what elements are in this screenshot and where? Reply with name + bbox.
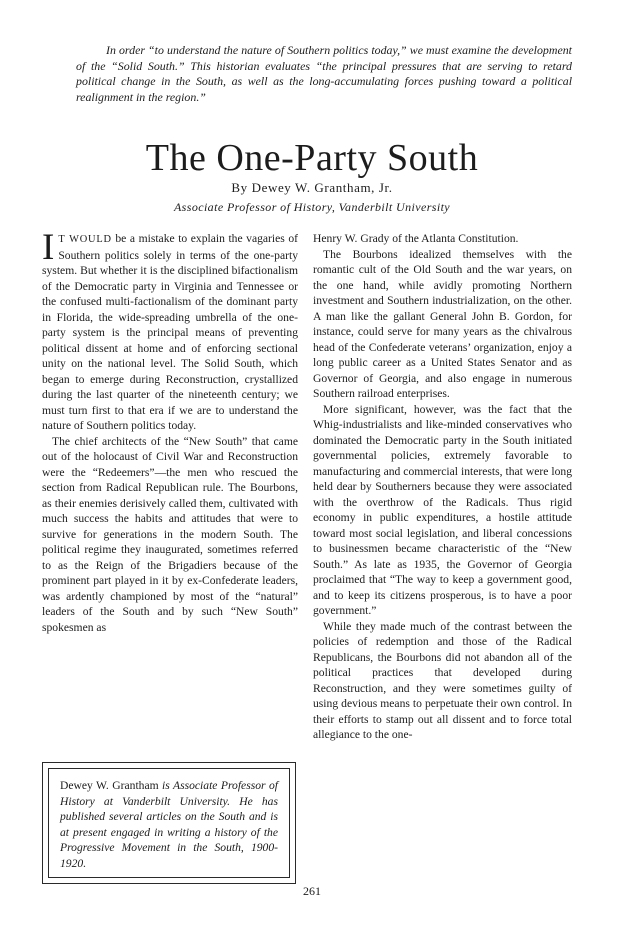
author-bio-name: Dewey W. Grantham [60, 779, 159, 792]
author-bio-box [42, 762, 296, 884]
lead-smallcaps: T WOULD [58, 234, 112, 245]
left-paragraph-2: The chief architects of the “New South” that came out of the holocaust of Civil War and Reconstruction were the “Redeemers”—the men who rescued the section from Radical Republican rule. The Bourbons, as their enemies derisively called them, cultivated with much success the habits and attitudes that were to survive for generations in the modern South. The political regime they inaugurated, sometimes referred to as the Reign of the Brigadiers because of the prominent part played in it by ex-Confederate leaders, was ardently championed by most of the “natural” leaders of the South and by such “New South” spokesmen as [42, 434, 298, 634]
intro-paragraph: In order “to understand the nature of Southern politics today,” we must examine the development of the “Solid South.” This historian evaluates “the principal pressures that are serving to retard political change in the South, as well as the long-accumulating forces pushing toward a political realignment in the region.” [76, 43, 572, 104]
right-paragraph-3: While they made much of the contrast between the policies of redemption and those of the Radical Republicans, the Bourbons did not abandon all of the political practices that developed during Reconstruction, and they were sometimes guilty of using devious means to perpetuate their own control. In their efforts to stamp out all dissent and to force total allegiance to the one- [313, 619, 572, 741]
author-bio-text: is Associate Professor of History at Vanderbilt University. He has published several articles on the South and is at present engaged in writing a history of the Progressive Movement in the South, 1900-1920. [60, 779, 278, 870]
article-title: The One-Party South [145, 137, 479, 179]
right-column [313, 231, 572, 743]
left-column [42, 227, 298, 635]
left-paragraph-1-text: be a mistake to explain the vagaries of Southern politics solely in terms of the one-party system. But whether it is the disciplined bifactionalism of the Democratic party in Virginia and Tennessee or the confused multi-factionalism of the dominant party in Florida, the wide-spreading umbrella of the one-party system is the principal means of preventing political dissent at home and of enforcing sectional unity on the national level. The Solid South, which began to emerge during Reconstruction, crystallized during the last quarter of the nineteenth century; we must turn first to that era if we are to understand the nature of Southern politics today. [42, 232, 298, 432]
left-paragraph-1 [42, 227, 298, 434]
drop-cap: I [42, 227, 55, 268]
author-bio-inner [48, 768, 290, 878]
author-affiliation: Associate Professor of History, Vanderbilt University [173, 200, 451, 214]
right-paragraph-2: More significant, however, was the fact that the Whig-industrialists and like-minded conservatives who dominated the Democratic party in the South initiated governmental policies, extremely favorable to manufacturing and commercial interests, that were long held dear by Southerners because they were associated with the overthrow of the Radicals. Thus rigid economy in public expenditures, a hostile attitude toward most social legislation, and liberal concessions to businessmen became characteristic of the “New South.” As late as 1935, the Governor of Georgia proclaimed that “The way to keep a government good, and to keep its citizens prosperous, is to have a poor government.” [313, 402, 572, 617]
page-number: 261 [303, 884, 321, 898]
byline: By Dewey W. Grantham, Jr. [231, 180, 393, 195]
right-paragraph-0: Henry W. Grady of the Atlanta Constitution. [313, 232, 519, 245]
right-paragraph-1: The Bourbons idealized themselves with the romantic cult of the Old South and the war years, on the one hand, while avidly promoting Northern investment and Southern industrialization, on the other. A man like the gallant General John B. Gordon, for instance, could serve for many years as the chivalrous head of the Confederate veterans’ organization, enjoy a long public career as a United States Senator and as Governor of Georgia, and also engage in numerous Southern railroad enterprises. [313, 247, 572, 400]
